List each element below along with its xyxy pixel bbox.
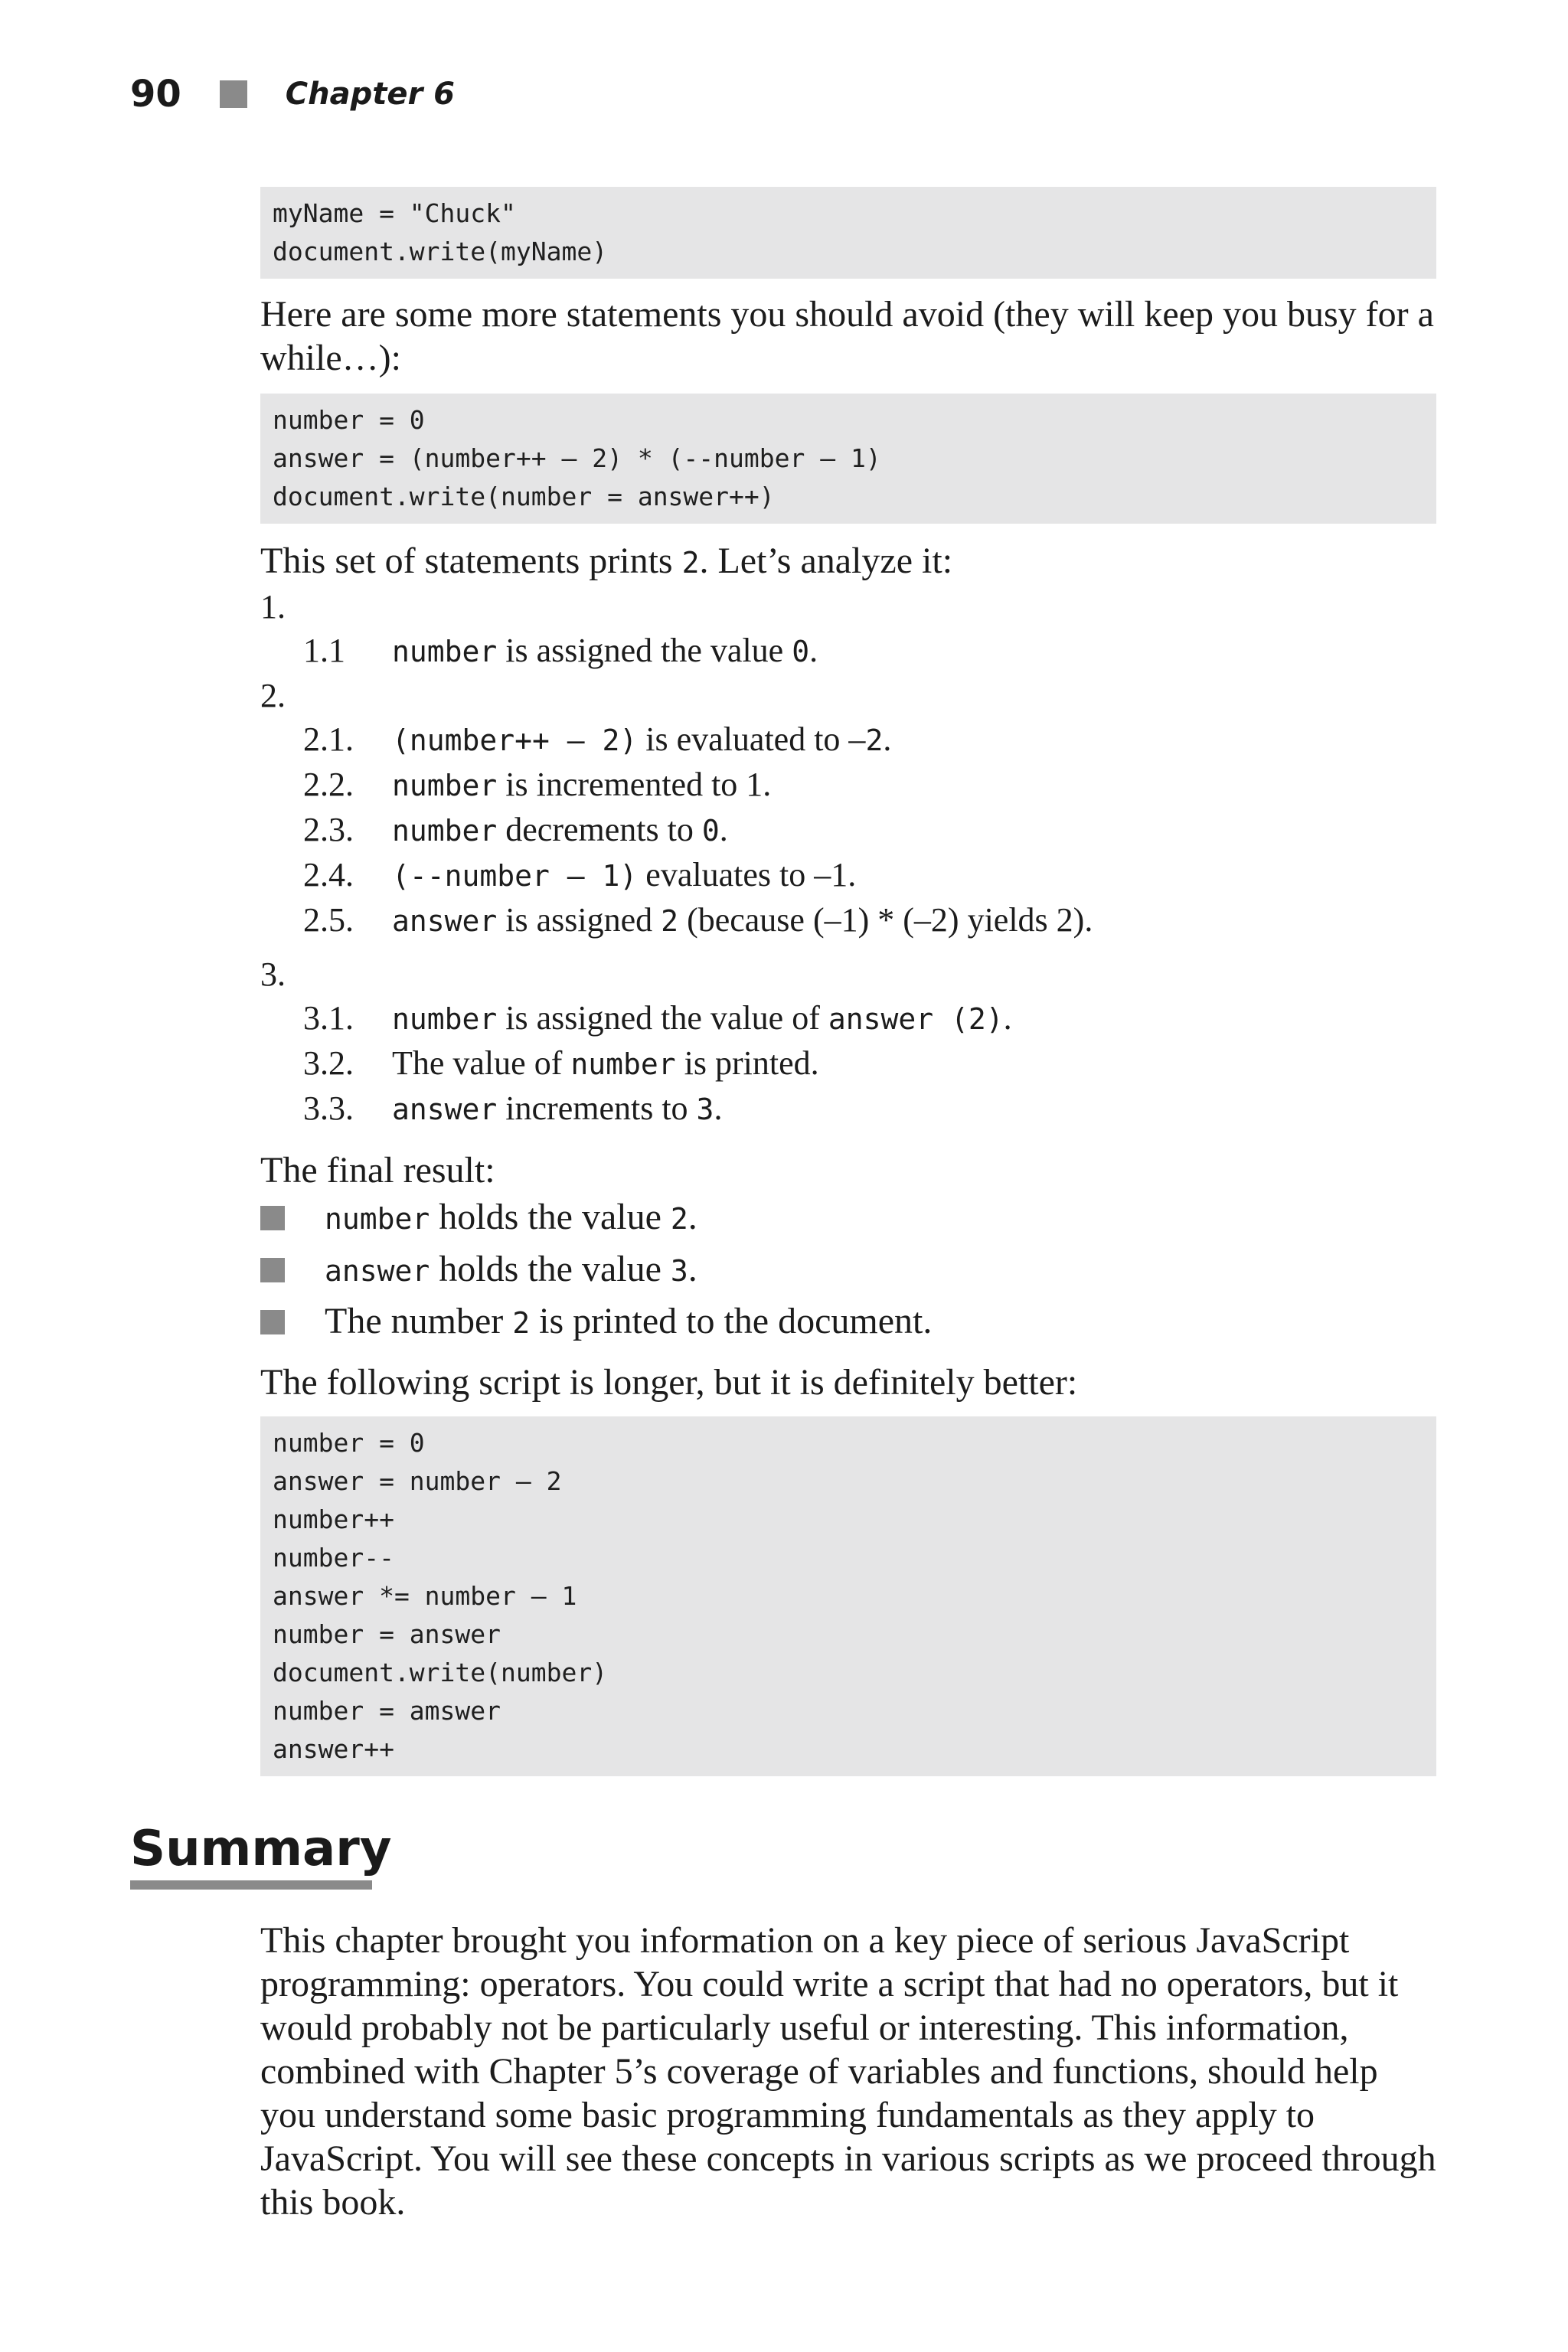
sub-step: 2.4. (--number – 1) evaluates to –1. bbox=[303, 856, 857, 893]
paragraph-analysis-intro: This set of statements prints 2. Let’s analyze it: bbox=[260, 541, 953, 581]
chapter-label: Chapter 6 bbox=[285, 77, 455, 112]
code-block-1: myName = "Chuck" document.write(myName) bbox=[260, 187, 1436, 279]
paragraph-better-script: The following script is longer, but it is definitely better: bbox=[260, 1362, 1078, 1403]
sub-step: 3.3. answer increments to 3. bbox=[303, 1089, 723, 1127]
step-label: 3. bbox=[260, 956, 286, 993]
running-header bbox=[130, 67, 455, 121]
sub-step: 2.3. number decrements to 0. bbox=[303, 811, 728, 848]
bullet-square-icon bbox=[260, 1206, 285, 1230]
final-result-label: The final result: bbox=[260, 1150, 495, 1191]
sub-step: 2.1. (number++ – 2) is evaluated to –2. bbox=[303, 720, 892, 758]
summary-underline bbox=[130, 1880, 372, 1890]
bullet-square-icon bbox=[260, 1258, 285, 1282]
list-item: The number 2 is printed to the document. bbox=[260, 1296, 1436, 1348]
page-content bbox=[260, 187, 1436, 1776]
summary-heading: Summary bbox=[130, 1821, 392, 1877]
code-block-2: number = 0 answer = (number++ – 2) * (--number – 1) document.write(number = answer++) bbox=[260, 394, 1436, 524]
paragraph-avoid: Here are some more statements you should avoid (they will keep you busy for a while…): bbox=[260, 294, 1434, 378]
summary-paragraph: This chapter brought you information on a key piece of serious JavaScript programming: operators. You could write a script that had no operators, but it would probably not be particularly useful or interesting. This information, combined with Chapter 5’s coverage of variables and functions, should help you understand some basic programming fundamentals as they apply to JavaScript. You will see these concepts in various scripts as we proceed through this book. bbox=[260, 1920, 1436, 2223]
sub-step: 1.1 number is assigned the value 0. bbox=[303, 632, 818, 669]
list-item: answer holds the value 3. bbox=[260, 1244, 1436, 1296]
sub-step: 2.2. number is incremented to 1. bbox=[303, 766, 772, 803]
sub-step: 3.1. number is assigned the value of answer (2). bbox=[303, 999, 1012, 1037]
sub-step: 2.5. answer is assigned 2 (because (–1) * (–2) yields 2). bbox=[303, 901, 1093, 939]
page-number: 90 bbox=[130, 73, 181, 116]
header-square-icon bbox=[220, 80, 247, 108]
step-label: 2. bbox=[260, 677, 286, 714]
bullet-square-icon bbox=[260, 1310, 285, 1334]
list-item: number holds the value 2. bbox=[260, 1192, 1436, 1244]
result-bullet-list bbox=[260, 1192, 1436, 1348]
step-label: 1. bbox=[260, 588, 286, 626]
sub-step: 3.2. The value of number is printed. bbox=[303, 1044, 819, 1082]
code-block-3: number = 0 answer = number – 2 number++ number-- answer *= number – 1 number = answer document.write(number) number = amswer answer++ bbox=[260, 1416, 1436, 1776]
